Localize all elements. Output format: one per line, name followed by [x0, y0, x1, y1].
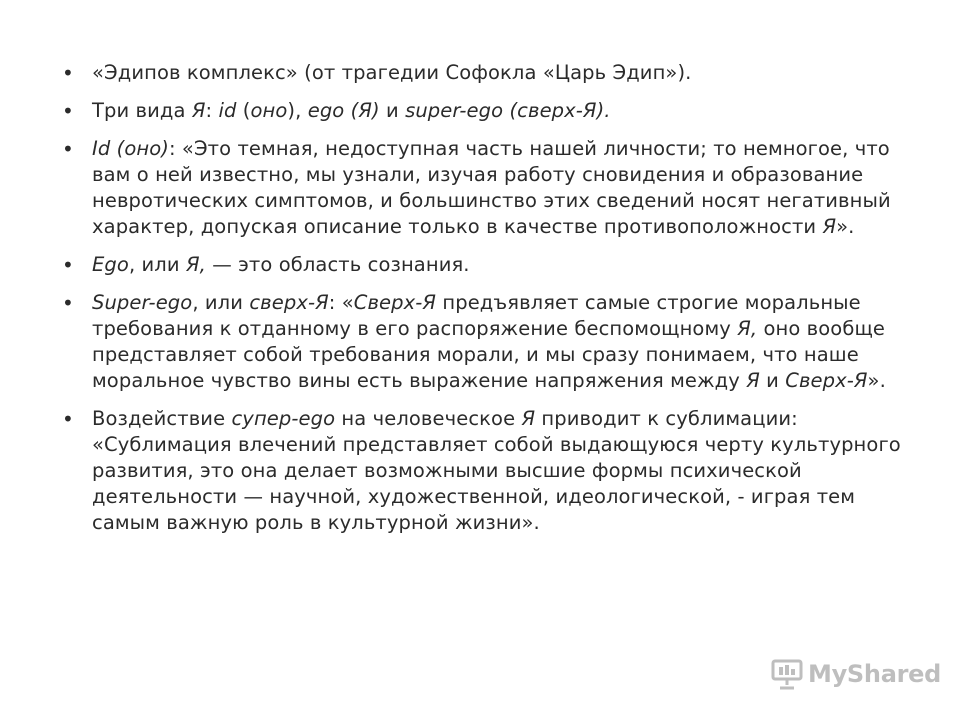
italic-fragment: Я — [746, 369, 760, 392]
italic-fragment: супер-ego — [231, 407, 336, 430]
bullet-text — [92, 61, 691, 84]
italic-fragment: Я — [191, 99, 206, 122]
bullet-text — [92, 99, 611, 122]
italic-fragment: Я, — [737, 317, 758, 340]
bullet-marker: • — [62, 407, 74, 431]
italic-fragment: super-ego (сверх-Я). — [405, 99, 611, 122]
bullet-text — [92, 137, 891, 238]
bullet-text — [92, 407, 901, 534]
text-fragment: — это область сознания. — [205, 253, 470, 276]
italic-fragment: Сверх-Я — [353, 291, 437, 314]
bullet-marker: • — [62, 291, 74, 315]
italic-fragment: сверх-Я — [249, 291, 329, 314]
bullet-marker: • — [62, 137, 74, 161]
bullet-item — [62, 290, 902, 394]
text-fragment: , или — [192, 291, 250, 314]
italic-fragment: Ego — [92, 253, 129, 276]
text-fragment: и — [379, 99, 406, 122]
text-fragment: : « — [328, 291, 354, 314]
text-fragment: ». — [836, 215, 855, 238]
bullet-text — [92, 253, 470, 276]
bullet-marker: • — [62, 99, 74, 123]
bullet-item — [62, 406, 902, 536]
text-fragment: приводит к сублимации: «Сублимация влечений представляет собой выдающуюся черту культурного развития, это она делает возможными высшие формы психической деятельности — научной, художественной, идеологической, - играя тем самым важную роль в культурной жизни». — [92, 407, 901, 534]
bullet-item — [62, 60, 902, 86]
italic-fragment: Я — [822, 215, 837, 238]
bullet-item — [62, 98, 902, 124]
italic-fragment: оно — [250, 99, 288, 122]
bullet-text — [92, 291, 886, 392]
text-fragment: и — [759, 369, 786, 392]
text-fragment: ». — [867, 369, 886, 392]
presentation-board-icon — [770, 658, 804, 690]
text-fragment: оно вообще представляет собой требования морали, и мы сразу понимаем, что наше моральное чувство вины есть выражение напряжения между — [92, 317, 886, 392]
italic-fragment: id — [218, 99, 237, 122]
bullet-item — [62, 252, 902, 278]
bullet-marker: • — [62, 61, 74, 85]
text-fragment: на человеческое — [335, 407, 522, 430]
text-fragment: , или — [128, 253, 186, 276]
text-fragment: : «Это темная, недоступная часть нашей личности; то немногое, что вам о ней известно, мы узнали, изучая работу сновидения и образование невротических симптомов, и большинство этих сведений носят негативный характер, допуская описание только в качестве противоположности — [92, 137, 891, 238]
text-fragment: предъявляет самые строгие моральные требования к отданному в его распоряжение беспомощному — [92, 291, 861, 340]
italic-fragment: Super-ego — [92, 291, 193, 314]
italic-fragment: Я — [521, 407, 536, 430]
watermark-logo — [770, 656, 941, 692]
watermark-text: MyShared — [808, 660, 941, 688]
text-fragment: «Эдипов комплекс» (от трагедии Софокла «Царь Эдип»). — [92, 61, 692, 84]
text-fragment: : — [205, 99, 219, 122]
italic-fragment: Id (оно) — [92, 137, 169, 160]
bullet-list — [62, 60, 902, 548]
text-fragment: ( — [236, 99, 251, 122]
bullet-item — [62, 136, 902, 240]
italic-fragment: Сверх-Я — [785, 369, 868, 392]
italic-fragment: ego (Я) — [307, 99, 380, 122]
text-fragment: ), — [287, 99, 308, 122]
bullet-marker: • — [62, 253, 74, 277]
text-fragment: Три вида — [92, 99, 192, 122]
italic-fragment: Я, — [185, 253, 206, 276]
text-fragment: Воздействие — [92, 407, 232, 430]
